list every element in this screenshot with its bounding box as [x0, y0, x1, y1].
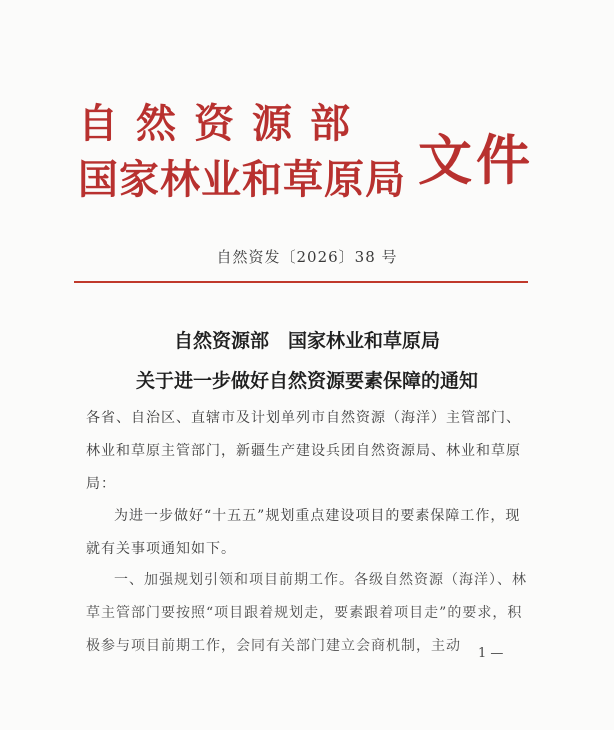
document-number: 自然资发〔2026〕38 号 — [216, 248, 398, 266]
header-document-label: 文件 — [418, 128, 534, 192]
red-separator-line — [74, 281, 528, 283]
addressee-paragraph: 各省、自治区、直辖市及计划单列市自然资源（海洋）主管部门、林业和草原主管部门，新疆生产建设兵团自然资源局、林业和草原局： — [86, 410, 521, 492]
item-1-paragraph: 一、加强规划引领和项目前期工作。各级自然资源（海洋）、林草主管部门要按照“项目跟着规划走，要素跟着项目走”的要求，积极参与项目前期工作，会同有关部门建立会商机制，主动 — [86, 572, 527, 654]
intro-paragraph: 为进一步做好“十五五”规划重点建设项目的要素保障工作，现就有关事项通知如下。 — [86, 508, 521, 557]
page-number: 1 — — [478, 646, 504, 661]
title-line-2: 关于进一步做好自然资源要素保障的通知 — [135, 370, 478, 392]
header-authority-2: 国家林业和草原局 — [78, 156, 406, 203]
title-line-1: 自然资源部 国家林业和草原局 — [173, 330, 440, 352]
header-authority-1: 自然资源部 — [78, 100, 368, 147]
